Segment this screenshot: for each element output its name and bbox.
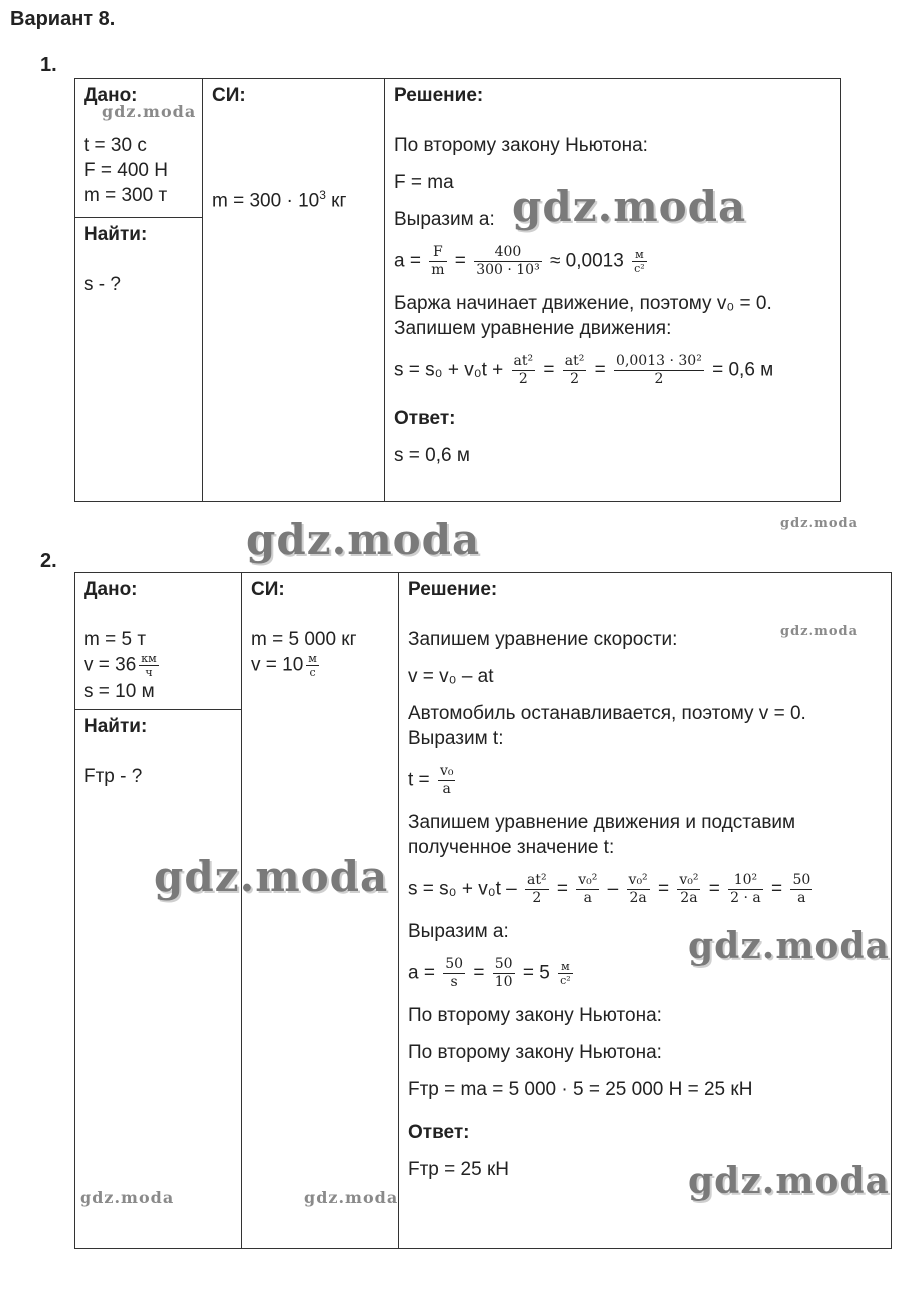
given-m: m = 300 т (84, 185, 168, 206)
watermark: gdz.moda (780, 624, 859, 639)
task-2-find-cell (75, 710, 242, 1249)
formula-distance: s = s₀ + v₀t + $\frac{\text{at²}}{2}$ = $\frac{\text{at²}}{2}$ = $\frac{\text{0,0013 · 30²}}{2}$ = 0,6 м (394, 353, 774, 387)
task-2-si-cell (242, 573, 399, 1249)
watermark: gdz.moda (154, 852, 389, 901)
watermark: gdz.moda (246, 515, 481, 564)
si-v: v = 10 $\frac{м}{с}$ (251, 652, 317, 679)
solution-line: F = ma (394, 172, 454, 193)
given-t: t = 30 с (84, 135, 147, 156)
watermark: gdz.moda (688, 925, 890, 967)
task-1-given-cell (75, 79, 203, 218)
solution-line: Fтр = ma = 5 000 · 5 = 25 000 Н = 25 кН (408, 1079, 753, 1100)
solution-line: полученное значение t: (408, 837, 615, 858)
find-value: Fтр - ? (84, 766, 143, 787)
solution-line: Запишем уравнение скорости: (408, 629, 678, 650)
task-1-number: 1. (40, 54, 57, 76)
solution-line: Баржа начинает движение, поэтому v₀ = 0. (394, 293, 772, 314)
solution-line: По второму закону Ньютона: (394, 135, 648, 156)
solution-line: Запишем уравнение движения: (394, 318, 672, 339)
task-1-table (74, 78, 841, 502)
solution-label: Решение: (394, 85, 484, 106)
formula-distance: s = s₀ + v₀t – $\frac{\text{at²}}{2}$ = $\frac{\text{v₀²}}{a}$ – $\frac{\text{v₀²}}{2a}$ = $\frac{\text{v₀²}}{2a}$ = $\frac{\text{10²}}{2 \cdot a}$ = $\frac{50}{a}$ (408, 872, 811, 906)
solution-line: Выразим a: (394, 209, 495, 230)
formula-acceleration: a = $\frac{F}{m}$ = $\frac{400}{\text{300 · 10³}}$ ≈ 0,0013 $\frac{м}{\text{с²}}$ (394, 244, 645, 278)
given-m: m = 5 т (84, 629, 147, 650)
solution-line: Запишем уравнение движения и подставим (408, 812, 796, 833)
solution-label: Решение: (408, 579, 498, 600)
find-label: Найти: (84, 224, 148, 245)
solution-line: Выразим t: (408, 728, 504, 749)
task-2-given-cell (75, 573, 242, 710)
si-label: СИ: (251, 579, 285, 600)
watermark: gdz.moda (304, 1188, 399, 1207)
task-2-number: 2. (40, 550, 57, 572)
watermark: gdz.moda (102, 102, 197, 121)
si-m: m = 5 000 кг (251, 629, 357, 650)
answer-value: Fтр = 25 кН (408, 1159, 509, 1180)
given-label: Дано: (84, 85, 138, 106)
task-2-table (74, 572, 892, 1249)
find-label: Найти: (84, 716, 148, 737)
formula-time: t = $\frac{\text{v₀}}{a}$ (408, 763, 454, 797)
si-label: СИ: (212, 85, 246, 106)
answer-value: s = 0,6 м (394, 445, 470, 466)
given-s: s = 10 м (84, 681, 155, 702)
solution-line: По второму закону Ньютона: (408, 1042, 662, 1063)
solution-line: По второму закону Ньютона: (408, 1005, 662, 1026)
given-v: v = 36 $\frac{км}{ч}$ (84, 652, 157, 679)
solution-line: v = v₀ – at (408, 666, 494, 687)
task-1-solution-cell (385, 79, 841, 502)
watermark: gdz.moda (80, 1188, 175, 1207)
answer-label: Ответ: (408, 1122, 470, 1143)
task-1-si-cell (203, 79, 385, 502)
watermark: gdz.moda (512, 182, 747, 231)
task-1-find-cell (75, 218, 203, 502)
si-m: $m = 300 \cdot 10^3$ кг (212, 188, 347, 212)
formula-acceleration: a = $\frac{50}{s}$ = $\frac{50}{10}$ = 5 $\frac{м}{\text{с²}}$ (408, 956, 571, 990)
answer-label: Ответ: (394, 408, 456, 429)
given-f: F = 400 Н (84, 160, 168, 181)
watermark: gdz.moda (688, 1160, 890, 1202)
solution-line: Автомобиль останавливается, поэтому v = 0. (408, 703, 806, 724)
task-2-solution-cell (399, 573, 892, 1249)
solution-line: Выразим a: (408, 921, 509, 942)
given-label: Дано: (84, 579, 138, 600)
watermark: gdz.moda (780, 516, 859, 531)
find-value: s - ? (84, 274, 121, 295)
page-title: Вариант 8. (10, 8, 116, 30)
